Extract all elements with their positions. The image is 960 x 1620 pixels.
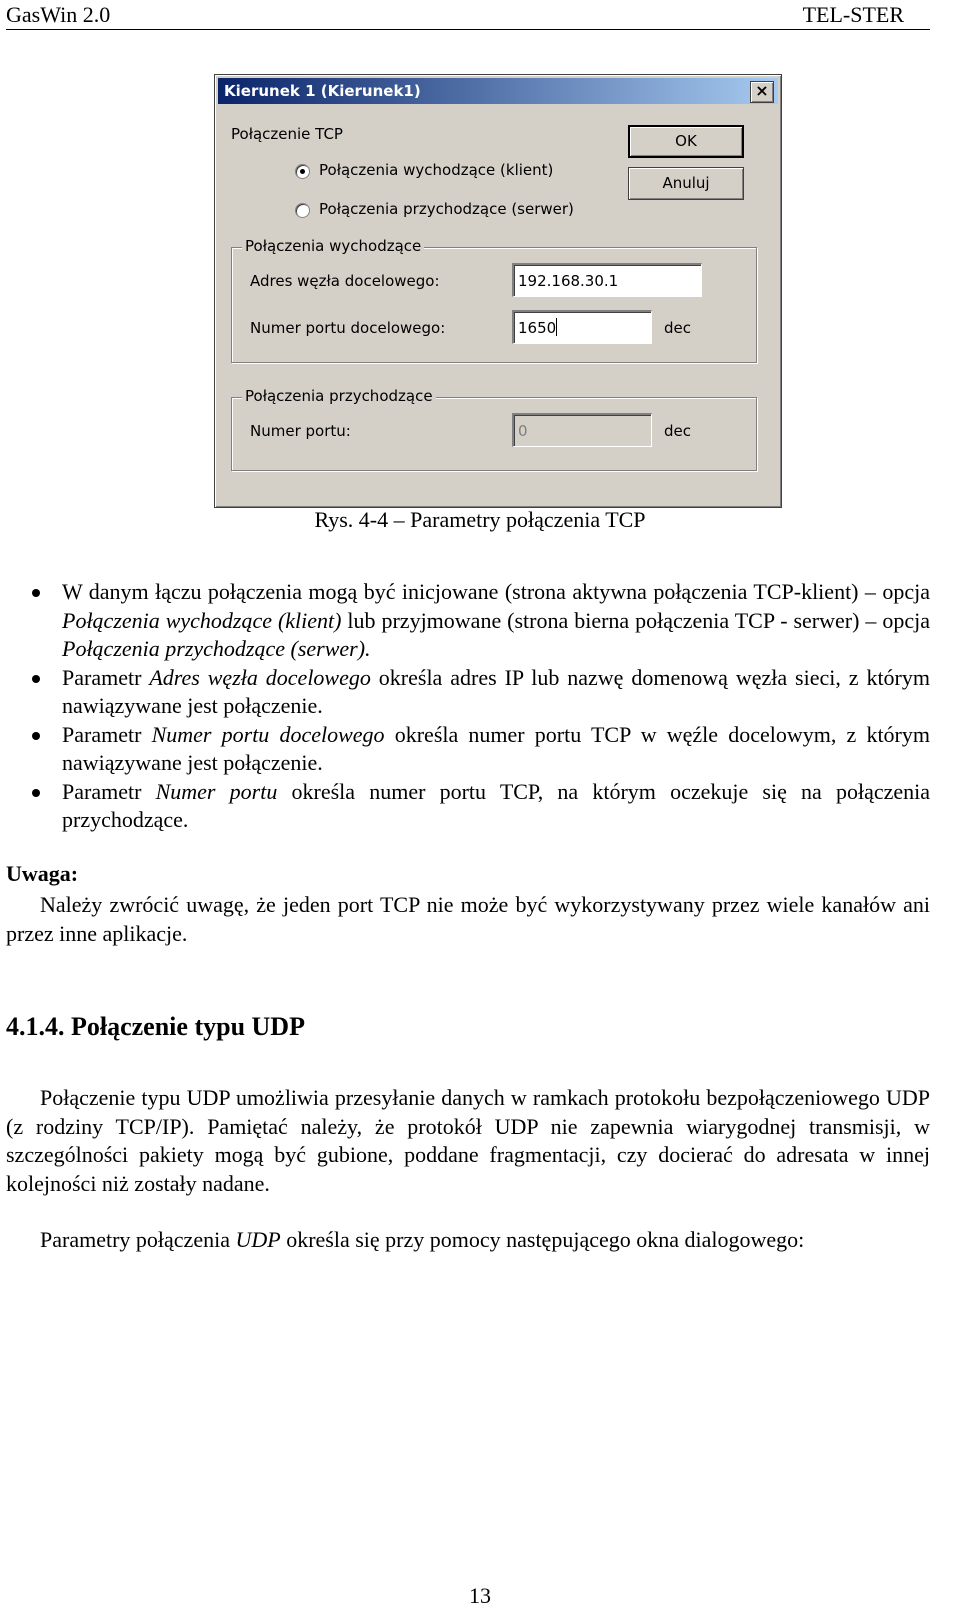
dialog-title: Kierunek 1 (Kierunek1) bbox=[224, 82, 421, 100]
outgoing-group-title: Połączenia wychodzące bbox=[242, 237, 424, 255]
text-run: określa numer portu TCP w węźle docelowym, z którym nawiązywane jest połączenie. bbox=[62, 721, 930, 775]
tcp-label: Połączenie TCP bbox=[231, 125, 343, 143]
dest-port-value: 1650 bbox=[518, 319, 557, 337]
close-icon: × bbox=[755, 81, 769, 100]
incoming-group bbox=[231, 387, 757, 471]
text-run: Parametr bbox=[62, 664, 150, 690]
dest-port-label: Numer portu docelowego: bbox=[250, 319, 446, 337]
emphasis: UDP bbox=[235, 1227, 281, 1252]
port-label: Numer portu: bbox=[250, 422, 351, 440]
page-number: 13 bbox=[469, 1583, 491, 1608]
text-run: określa numer portu TCP, na którym oczekuje się na połączenia przychodzące. bbox=[62, 778, 931, 832]
dest-port-input[interactable] bbox=[512, 310, 652, 344]
text-run: Parametr bbox=[62, 778, 156, 804]
list-item bbox=[62, 664, 930, 721]
radio-outgoing[interactable] bbox=[295, 164, 310, 179]
text-caret bbox=[556, 318, 557, 336]
note-title: Uwaga: bbox=[6, 861, 79, 886]
radio-incoming-label[interactable]: Połączenia przychodzące (serwer) bbox=[319, 200, 574, 218]
emphasis: Numer portu bbox=[155, 778, 278, 804]
bullet-list bbox=[62, 578, 930, 835]
tcp-dialog bbox=[214, 74, 782, 508]
outgoing-group bbox=[231, 237, 757, 363]
note-body: Należy zwrócić uwagę, że jeden port TCP nie może być wykorzystywany przez wiele kanałów ani przez inne aplikacje. bbox=[6, 892, 930, 946]
dialog-titlebar bbox=[218, 78, 778, 104]
section-heading: 4.1.4. Połączenie typu UDP bbox=[6, 1012, 305, 1041]
figure-caption: Rys. 4-4 – Parametry połączenia TCP bbox=[314, 507, 646, 532]
address-input[interactable]: 192.168.30.1 bbox=[512, 263, 702, 297]
text-run: Parametr bbox=[62, 721, 152, 747]
header-right: TEL-STER bbox=[802, 2, 904, 27]
port-unit: dec bbox=[664, 422, 691, 440]
text-run: lub przyjmowane (strona bierna połączenia TCP - serwer) – opcja bbox=[341, 607, 930, 633]
list-item bbox=[62, 721, 930, 778]
ok-button[interactable]: OK bbox=[628, 125, 744, 158]
emphasis: Połączenia wychodzące (klient) bbox=[62, 607, 342, 633]
header-left: GasWin 2.0 bbox=[6, 2, 111, 27]
emphasis: Numer portu docelowego bbox=[151, 721, 385, 747]
radio-outgoing-label[interactable]: Połączenia wychodzące (klient) bbox=[319, 161, 554, 179]
text-run: określa się przy pomocy następującego okna dialogowego: bbox=[280, 1227, 805, 1252]
list-item bbox=[62, 778, 930, 835]
emphasis: Połączenia przychodzące (serwer). bbox=[62, 636, 371, 661]
text-run: W danym łączu połączenia mogą być inicjowane (strona aktywna połączenia TCP-klient) – opcja bbox=[62, 579, 930, 604]
section-paragraph: Połączenie typu UDP umożliwia przesyłanie danych w ramkach protokołu bezpołączeniowego UDP (z rodziny TCP/IP). Pamiętać należy, że protokół UDP nie zapewnia wiarygodnej transmisji, w szczególności pakiety mogą być gubione, poddane fragmentacji, czy docierać do adresata w innej kolejności niż zostały nadane. bbox=[6, 1085, 930, 1196]
page-header bbox=[6, 2, 930, 30]
incoming-group-title: Połączenia przychodzące bbox=[242, 387, 436, 405]
text-run: Parametry połączenia bbox=[40, 1227, 236, 1252]
emphasis: Adres węzła docelowego bbox=[149, 664, 371, 690]
port-input[interactable]: 0 bbox=[512, 413, 652, 447]
radio-incoming[interactable] bbox=[295, 203, 310, 218]
section-paragraph-2 bbox=[6, 1226, 930, 1255]
address-label: Adres węzła docelowego: bbox=[250, 272, 440, 290]
close-button[interactable] bbox=[750, 81, 774, 103]
list-item bbox=[62, 578, 930, 664]
cancel-button[interactable]: Anuluj bbox=[628, 167, 744, 200]
text-run: określa adres IP lub nazwę domenową węzła sieci, z którym nawiązywane jest połączenie. bbox=[62, 664, 930, 718]
dest-port-unit: dec bbox=[664, 319, 691, 337]
